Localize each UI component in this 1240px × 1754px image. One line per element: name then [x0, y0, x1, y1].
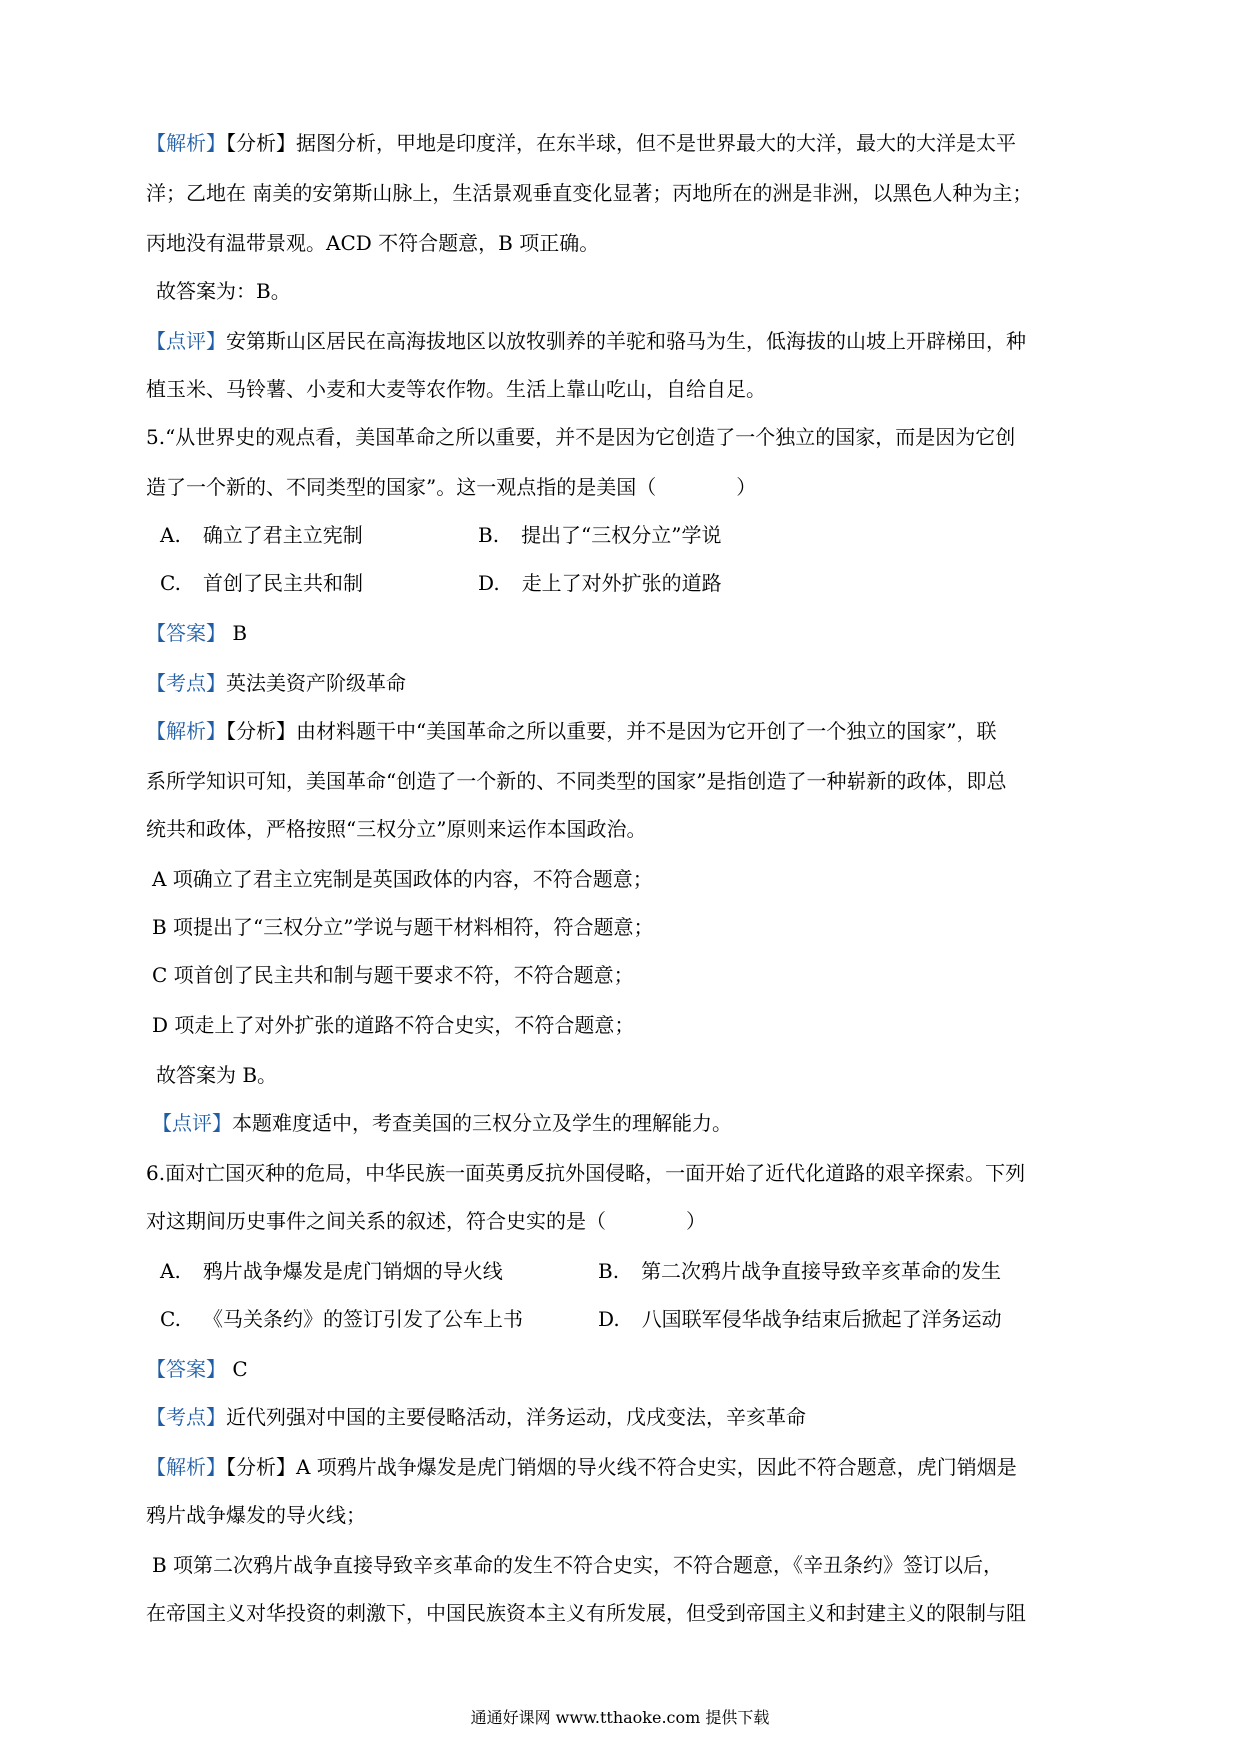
answer-value: B	[226, 621, 248, 645]
option-text: 走上了对外扩张的道路	[521, 571, 722, 595]
option-letter: B.	[598, 1259, 620, 1283]
key-point-tag: 【考点】	[146, 1405, 226, 1429]
q5-option-c	[160, 568, 363, 598]
q5-analysis-line-2: 系所学知识可知，美国革命“创造了一个新的、不同类型的国家”是指创造了一种崭新的政体，即总	[146, 769, 1007, 793]
fenxi-tag: 【分析】	[226, 131, 296, 155]
q6-option-b	[598, 1256, 1001, 1286]
fenxi-tag: 【分析】	[226, 719, 296, 743]
q5-option-b-note: B 项提出了“三权分立”学说与题干材料相符，符合题意；	[152, 915, 654, 939]
q6-key-point	[146, 1402, 806, 1432]
q5-comment	[152, 1108, 732, 1138]
option-letter: A.	[160, 1259, 181, 1283]
text: A 项鸦片战争爆发是虎门销烟的导火线不符合史实，因此不符合题意，虎门销烟是	[296, 1455, 1017, 1479]
option-letter: D.	[478, 571, 500, 595]
option-text: 第二次鸦片战争直接导致辛亥革命的发生	[641, 1259, 1002, 1283]
q5-option-a-note: A 项确立了君主立宪制是英国政体的内容，不符合题意；	[152, 867, 653, 891]
comment-tag: 【点评】	[152, 1111, 232, 1135]
q5-stem-line-1: 5.“从世界史的观点看，美国革命之所以重要，并不是因为它创造了一个独立的国家，而是因为它创	[146, 425, 1016, 449]
q4-analysis-line-2: 洋；乙地在 南美的安第斯山脉上，生活景观垂直变化显著；丙地所在的洲是非洲，以黑色人种为主；	[146, 181, 1033, 205]
q4-comment-line-2: 植玉米、马铃薯、小麦和大麦等农作物。生活上靠山吃山，自给自足。	[146, 377, 766, 401]
q6-option-b-note-line-1: B 项第二次鸦片战争直接导致辛亥革命的发生不符合史实，不符合题意，《辛丑条约》签订以后，	[152, 1553, 1004, 1577]
option-text: 《马关条约》的签订引发了公车上书	[202, 1307, 523, 1331]
q6-option-c	[160, 1304, 523, 1334]
answer-value: C	[226, 1357, 248, 1381]
option-text: 确立了君主立宪制	[202, 523, 363, 547]
page-footer: 通通好课网 www.tthaoke.com 提供下载	[470, 1708, 770, 1727]
q6-option-b-note-line-2: 在帝国主义对华投资的刺激下，中国民族资本主义有所发展，但受到帝国主义和封建主义的限制与阻	[146, 1601, 1026, 1625]
text: 近代列强对中国的主要侵略活动，洋务运动，戊戌变法，辛亥革命	[226, 1405, 806, 1429]
q6-option-a	[160, 1256, 503, 1286]
answer-tag: 【答案】	[146, 621, 226, 645]
q5-answer	[146, 618, 247, 648]
q6-stem-line-2: 对这期间历史事件之间关系的叙述，符合史实的是（ ）	[146, 1209, 706, 1233]
q4-analysis-line-3: 丙地没有温带景观。ACD 不符合题意，B 项正确。	[146, 231, 600, 255]
option-text: 鸦片战争爆发是虎门销烟的导火线	[202, 1259, 503, 1283]
text: 本题难度适中，考查美国的三权分立及学生的理解能力。	[232, 1111, 732, 1135]
comment-tag: 【点评】	[146, 329, 226, 353]
q5-analysis-line-1	[146, 716, 996, 746]
option-letter: D.	[598, 1307, 620, 1331]
option-letter: C.	[160, 1307, 181, 1331]
q4-analysis-line-1	[146, 128, 1016, 158]
answer-tag: 【答案】	[146, 1357, 226, 1381]
option-text: 首创了民主共和制	[202, 571, 363, 595]
q6-option-d	[598, 1304, 1002, 1334]
q6-analysis-line-1	[146, 1452, 1017, 1482]
q6-answer	[146, 1354, 248, 1384]
analysis-tag: 【解析】	[146, 1455, 226, 1479]
option-letter: A.	[160, 523, 181, 547]
q5-option-c-note: C 项首创了民主共和制与题干要求不符，不符合题意；	[152, 963, 634, 987]
q6-analysis-line-2: 鸦片战争爆发的导火线；	[146, 1503, 366, 1527]
analysis-tag: 【解析】	[146, 719, 226, 743]
q5-option-d-note: D 项走上了对外扩张的道路不符合史实，不符合题意；	[152, 1013, 635, 1037]
option-text: 八国联军侵华战争结束后掀起了洋务运动	[641, 1307, 1002, 1331]
option-letter: B.	[478, 523, 500, 547]
q5-option-d	[478, 568, 722, 598]
q5-option-a	[160, 520, 363, 550]
q5-conclusion: 故答案为 B。	[156, 1063, 278, 1087]
option-text: 提出了“三权分立”学说	[521, 523, 722, 547]
option-letter: C.	[160, 571, 181, 595]
fenxi-tag: 【分析】	[226, 1455, 296, 1479]
q4-comment-line-1	[146, 326, 1026, 356]
key-point-tag: 【考点】	[146, 671, 226, 695]
q6-stem-line-1: 6.面对亡国灭种的危局，中华民族一面英勇反抗外国侵略，一面开始了近代化道路的艰辛探索。下列	[146, 1161, 1026, 1185]
q5-key-point	[146, 668, 406, 698]
q5-stem-line-2: 造了一个新的、不同类型的国家”。这一观点指的是美国（ ）	[146, 475, 757, 499]
text: 安第斯山区居民在高海拔地区以放牧驯养的羊驼和骆马为生，低海拔的山坡上开辟梯田，种	[226, 329, 1026, 353]
analysis-tag: 【解析】	[146, 131, 226, 155]
q5-analysis-line-3: 统共和政体，严格按照“三权分立”原则来运作本国政治。	[146, 817, 647, 841]
text: 英法美资产阶级革命	[226, 671, 406, 695]
q4-conclusion: 故答案为：B。	[156, 279, 291, 303]
text: 据图分析，甲地是印度洋，在东半球，但不是世界最大的大洋，最大的大洋是太平	[296, 131, 1016, 155]
q5-option-b	[478, 520, 722, 550]
text: 由材料题干中“美国革命之所以重要，并不是因为它开创了一个独立的国家”，联	[296, 719, 997, 743]
